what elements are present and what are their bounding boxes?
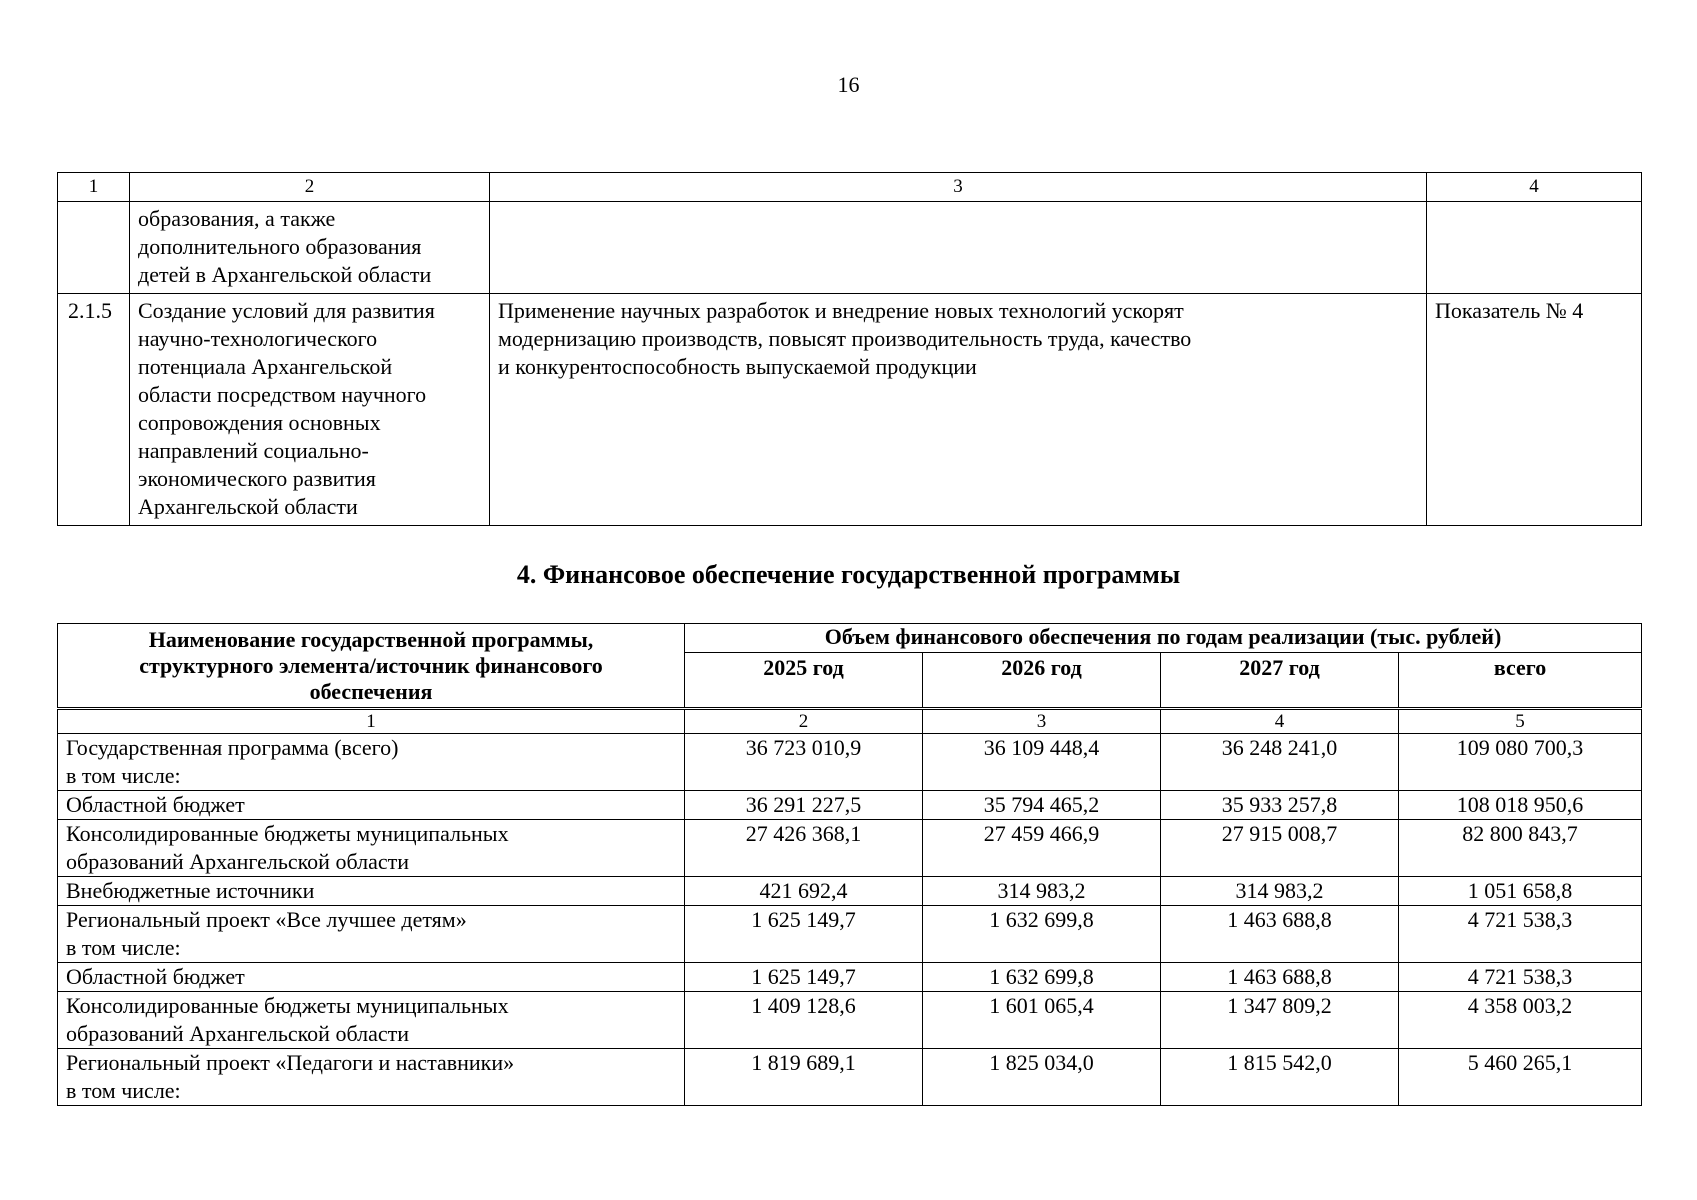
value-total: 82 800 843,7 [1399, 820, 1642, 877]
measures-table [57, 172, 1642, 526]
value-2025: 36 723 010,9 [685, 734, 923, 791]
measure-name [130, 202, 490, 294]
value-total: 109 080 700,3 [1399, 734, 1642, 791]
value-total: 108 018 950,6 [1399, 791, 1642, 820]
value-2025: 1 625 149,7 [685, 963, 923, 992]
measures-column-numbers-row [58, 173, 1642, 202]
text-line: экономического развития [138, 466, 376, 491]
value-total: 5 460 265,1 [1399, 1049, 1642, 1106]
value-2026: 36 109 448,4 [923, 734, 1161, 791]
measure-indicator: Показатель № 4 [1427, 294, 1642, 526]
finance-row [58, 791, 1642, 820]
year-header: 2025 год [685, 653, 923, 709]
label-line: Региональный проект «Педагоги и наставники» [66, 1050, 515, 1075]
value-2027: 27 915 008,7 [1161, 820, 1399, 877]
value-2027: 314 983,2 [1161, 877, 1399, 906]
value-2026: 1 825 034,0 [923, 1049, 1161, 1106]
text-line: научно-технологического [138, 326, 378, 351]
text-line: дополнительного образования [138, 234, 422, 259]
label-line: образований Архангельской области [66, 1021, 409, 1046]
value-total: 4 358 003,2 [1399, 992, 1642, 1049]
text-line: Создание условий для развития [138, 298, 435, 323]
measure-row [58, 294, 1642, 526]
measure-effect [490, 294, 1427, 526]
measure-number: 2.1.5 [58, 294, 130, 526]
value-2026: 1 601 065,4 [923, 992, 1161, 1049]
value-total: 4 721 538,3 [1399, 906, 1642, 963]
measure-row [58, 202, 1642, 294]
finance-column-numbers-row [58, 709, 1642, 734]
measure-name [130, 294, 490, 526]
text-line: сопровождения основных [138, 410, 381, 435]
finance-row [58, 734, 1642, 791]
value-2027: 1 463 688,8 [1161, 906, 1399, 963]
label-line: в том числе: [66, 1078, 181, 1103]
value-2026: 1 632 699,8 [923, 906, 1161, 963]
text-line: модернизацию производств, повысят производительность труда, качество [498, 326, 1192, 351]
text-line: потенциала Архангельской [138, 354, 393, 379]
label-line: Региональный проект «Все лучшее детям» [66, 907, 467, 932]
page-number: 16 [837, 72, 860, 97]
text-line: области посредством научного [138, 382, 427, 407]
column-number: 3 [923, 709, 1161, 734]
measure-effect [490, 202, 1427, 294]
column-number: 2 [685, 709, 923, 734]
row-label [58, 963, 685, 992]
label-line: Областной бюджет [66, 964, 245, 989]
column-number: 1 [58, 173, 130, 202]
value-total: 1 051 658,8 [1399, 877, 1642, 906]
column-number: 2 [130, 173, 490, 202]
value-2026: 35 794 465,2 [923, 791, 1161, 820]
label-line: Внебюджетные источники [66, 878, 315, 903]
finance-row [58, 906, 1642, 963]
label-line: в том числе: [66, 935, 181, 960]
value-2025: 1 819 689,1 [685, 1049, 923, 1106]
column-number: 4 [1427, 173, 1642, 202]
row-label [58, 1049, 685, 1106]
header-line: Наименование государственной программы, [148, 626, 594, 652]
label-line: Областной бюджет [66, 792, 245, 817]
value-total: 4 721 538,3 [1399, 963, 1642, 992]
total-header: всего [1399, 653, 1642, 709]
value-2025: 1 625 149,7 [685, 906, 923, 963]
section-title: 4. Финансовое обеспечение государственной программы [516, 560, 1181, 589]
finance-table [57, 623, 1642, 1106]
measure-indicator [1427, 202, 1642, 294]
row-label [58, 791, 685, 820]
label-line: Государственная программа (всего) [66, 735, 399, 760]
value-2027: 1 815 542,0 [1161, 1049, 1399, 1106]
text-line: Применение научных разработок и внедрение новых технологий ускорят [498, 298, 1184, 323]
row-label [58, 734, 685, 791]
text-line: и конкурентоспособность выпускаемой продукции [498, 354, 977, 379]
value-2027: 36 248 241,0 [1161, 734, 1399, 791]
year-header: 2026 год [923, 653, 1161, 709]
year-header: 2027 год [1161, 653, 1399, 709]
column-number: 5 [1399, 709, 1642, 734]
value-2025: 27 426 368,1 [685, 820, 923, 877]
header-line: структурного элемента/источник финансового [139, 652, 603, 678]
row-label [58, 992, 685, 1049]
text-line: Архангельской области [138, 494, 358, 519]
label-line: образований Архангельской области [66, 849, 409, 874]
text-line: направлений социально- [138, 438, 369, 463]
finance-row [58, 820, 1642, 877]
row-label [58, 820, 685, 877]
value-2027: 1 463 688,8 [1161, 963, 1399, 992]
value-2025: 421 692,4 [685, 877, 923, 906]
value-2027: 35 933 257,8 [1161, 791, 1399, 820]
label-line: в том числе: [66, 763, 181, 788]
finance-row [58, 963, 1642, 992]
finance-row [58, 877, 1642, 906]
label-line: Консолидированные бюджеты муниципальных [66, 821, 509, 846]
value-2025: 36 291 227,5 [685, 791, 923, 820]
finance-row [58, 992, 1642, 1049]
name-column-header [58, 624, 685, 709]
value-2026: 27 459 466,9 [923, 820, 1161, 877]
text-line: образования, а также [138, 206, 336, 231]
label-line: Консолидированные бюджеты муниципальных [66, 993, 509, 1018]
row-label [58, 877, 685, 906]
measure-number [58, 202, 130, 294]
volume-header: Объем финансового обеспечения по годам реализации (тыс. рублей) [685, 624, 1642, 653]
value-2025: 1 409 128,6 [685, 992, 923, 1049]
header-line: обеспечения [309, 678, 433, 704]
column-number: 3 [490, 173, 1427, 202]
finance-row [58, 1049, 1642, 1106]
value-2027: 1 347 809,2 [1161, 992, 1399, 1049]
value-2026: 314 983,2 [923, 877, 1161, 906]
text-line: детей в Архангельской области [138, 262, 432, 287]
value-2026: 1 632 699,8 [923, 963, 1161, 992]
column-number: 1 [58, 709, 685, 734]
finance-header-row [58, 624, 1642, 653]
column-number: 4 [1161, 709, 1399, 734]
row-label [58, 906, 685, 963]
